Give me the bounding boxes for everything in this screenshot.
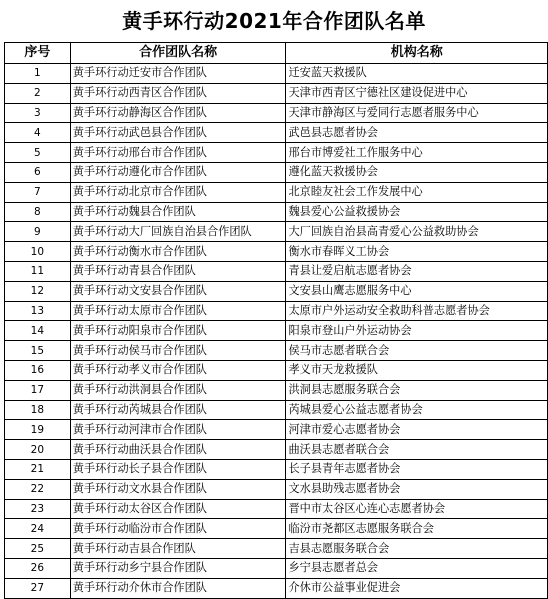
- table-body: [5, 64, 548, 599]
- row-org-name: 孝义市天龙救援队: [286, 360, 548, 380]
- table-row: [5, 578, 548, 598]
- header-index: 序号: [5, 43, 71, 64]
- row-org-name: 衡水市春晖义工协会: [286, 242, 548, 262]
- row-org-name: 洪洞县志愿服务联合会: [286, 380, 548, 400]
- row-index: 4: [5, 123, 71, 143]
- row-team-name: 黄手环行动临汾市合作团队: [70, 519, 286, 539]
- table-row: [5, 242, 548, 262]
- row-org-name: 北京睦友社会工作发展中心: [286, 182, 548, 202]
- row-team-name: 黄手环行动河津市合作团队: [70, 420, 286, 440]
- row-team-name: 黄手环行动孝义市合作团队: [70, 360, 286, 380]
- row-team-name: 黄手环行动曲沃县合作团队: [70, 440, 286, 460]
- row-index: 16: [5, 360, 71, 380]
- row-team-name: 黄手环行动文水县合作团队: [70, 479, 286, 499]
- row-org-name: 天津市静海区与爱同行志愿者服务中心: [286, 103, 548, 123]
- table-row: [5, 123, 548, 143]
- row-index: 17: [5, 380, 71, 400]
- table-header: [5, 43, 548, 64]
- table-row: [5, 459, 548, 479]
- table-row: [5, 261, 548, 281]
- table-row: [5, 558, 548, 578]
- row-index: 24: [5, 519, 71, 539]
- row-org-name: 太原市户外运动安全救助科普志愿者协会: [286, 301, 548, 321]
- row-team-name: 黄手环行动西青区合作团队: [70, 83, 286, 103]
- row-index: 1: [5, 64, 71, 84]
- document-title: 黄手环行动2021年合作团队名单: [122, 9, 426, 33]
- table-row: [5, 420, 548, 440]
- row-index: 23: [5, 499, 71, 519]
- row-index: 9: [5, 222, 71, 242]
- row-index: 18: [5, 400, 71, 420]
- row-org-name: 文水县助残志愿者协会: [286, 479, 548, 499]
- row-index: 13: [5, 301, 71, 321]
- row-team-name: 黄手环行动吉县合作团队: [70, 539, 286, 559]
- table-row: [5, 83, 548, 103]
- table-row: [5, 380, 548, 400]
- row-team-name: 黄手环行动魏县合作团队: [70, 202, 286, 222]
- row-index: 10: [5, 242, 71, 262]
- row-org-name: 邢台市博爱社工作服务中心: [286, 143, 548, 163]
- row-team-name: 黄手环行动邢台市合作团队: [70, 143, 286, 163]
- table-row: [5, 360, 548, 380]
- row-org-name: 侯马市志愿者联合会: [286, 341, 548, 361]
- row-org-name: 天津市西青区宁德社区建设促进中心: [286, 83, 548, 103]
- row-org-name: 魏县爱心公益救援协会: [286, 202, 548, 222]
- row-org-name: 遵化蓝天救援协会: [286, 162, 548, 182]
- table-row: [5, 301, 548, 321]
- row-index: 7: [5, 182, 71, 202]
- row-org-name: 乡宁县志愿者总会: [286, 558, 548, 578]
- row-team-name: 黄手环行动北京市合作团队: [70, 182, 286, 202]
- row-index: 21: [5, 459, 71, 479]
- row-index: 25: [5, 539, 71, 559]
- table-row: [5, 222, 548, 242]
- row-org-name: 青县让爱启航志愿者协会: [286, 261, 548, 281]
- row-index: 12: [5, 281, 71, 301]
- table-row: [5, 499, 548, 519]
- row-org-name: 武邑县志愿者协会: [286, 123, 548, 143]
- row-org-name: 河津市爱心志愿者协会: [286, 420, 548, 440]
- team-list-table: [4, 42, 548, 599]
- row-index: 22: [5, 479, 71, 499]
- row-team-name: 黄手环行动武邑县合作团队: [70, 123, 286, 143]
- table-row: [5, 341, 548, 361]
- table-row: [5, 162, 548, 182]
- row-index: 14: [5, 321, 71, 341]
- header-team-name: 合作团队名称: [70, 43, 286, 64]
- table-row: [5, 202, 548, 222]
- row-team-name: 黄手环行动阳泉市合作团队: [70, 321, 286, 341]
- table-row: [5, 281, 548, 301]
- row-index: 3: [5, 103, 71, 123]
- row-org-name: 迁安蓝天救援队: [286, 64, 548, 84]
- row-org-name: 介休市公益事业促进会: [286, 578, 548, 598]
- row-index: 20: [5, 440, 71, 460]
- header-row: [5, 43, 548, 64]
- table-row: [5, 143, 548, 163]
- table-row: [5, 64, 548, 84]
- row-index: 27: [5, 578, 71, 598]
- row-index: 11: [5, 261, 71, 281]
- row-team-name: 黄手环行动遵化市合作团队: [70, 162, 286, 182]
- row-org-name: 大厂回族自治县高青爱心公益救助协会: [286, 222, 548, 242]
- row-team-name: 黄手环行动大厂回族自治县合作团队: [70, 222, 286, 242]
- row-org-name: 文安县山鹰志愿服务中心: [286, 281, 548, 301]
- row-team-name: 黄手环行动乡宁县合作团队: [70, 558, 286, 578]
- row-index: 19: [5, 420, 71, 440]
- table-row: [5, 479, 548, 499]
- table-row: [5, 539, 548, 559]
- row-team-name: 黄手环行动侯马市合作团队: [70, 341, 286, 361]
- row-index: 2: [5, 83, 71, 103]
- row-team-name: 黄手环行动迁安市合作团队: [70, 64, 286, 84]
- table-row: [5, 440, 548, 460]
- row-team-name: 黄手环行动洪洞县合作团队: [70, 380, 286, 400]
- row-index: 8: [5, 202, 71, 222]
- row-index: 5: [5, 143, 71, 163]
- header-org-name: 机构名称: [286, 43, 548, 64]
- row-index: 26: [5, 558, 71, 578]
- row-team-name: 黄手环行动芮城县合作团队: [70, 400, 286, 420]
- table-row: [5, 103, 548, 123]
- row-team-name: 黄手环行动静海区合作团队: [70, 103, 286, 123]
- row-team-name: 黄手环行动长子县合作团队: [70, 459, 286, 479]
- table-row: [5, 321, 548, 341]
- row-org-name: 长子县青年志愿者协会: [286, 459, 548, 479]
- row-org-name: 曲沃县志愿者联合会: [286, 440, 548, 460]
- row-team-name: 黄手环行动青县合作团队: [70, 261, 286, 281]
- row-team-name: 黄手环行动介休市合作团队: [70, 578, 286, 598]
- row-team-name: 黄手环行动太谷区合作团队: [70, 499, 286, 519]
- row-org-name: 阳泉市登山户外运动协会: [286, 321, 548, 341]
- table-row: [5, 519, 548, 539]
- row-org-name: 临汾市尧都区志愿服务联合会: [286, 519, 548, 539]
- row-index: 6: [5, 162, 71, 182]
- row-org-name: 晋中市太谷区心连心志愿者协会: [286, 499, 548, 519]
- row-org-name: 吉县志愿服务联合会: [286, 539, 548, 559]
- table-row: [5, 182, 548, 202]
- row-team-name: 黄手环行动衡水市合作团队: [70, 242, 286, 262]
- row-team-name: 黄手环行动太原市合作团队: [70, 301, 286, 321]
- table-row: [5, 400, 548, 420]
- row-org-name: 芮城县爱心公益志愿者协会: [286, 400, 548, 420]
- row-team-name: 黄手环行动文安县合作团队: [70, 281, 286, 301]
- row-index: 15: [5, 341, 71, 361]
